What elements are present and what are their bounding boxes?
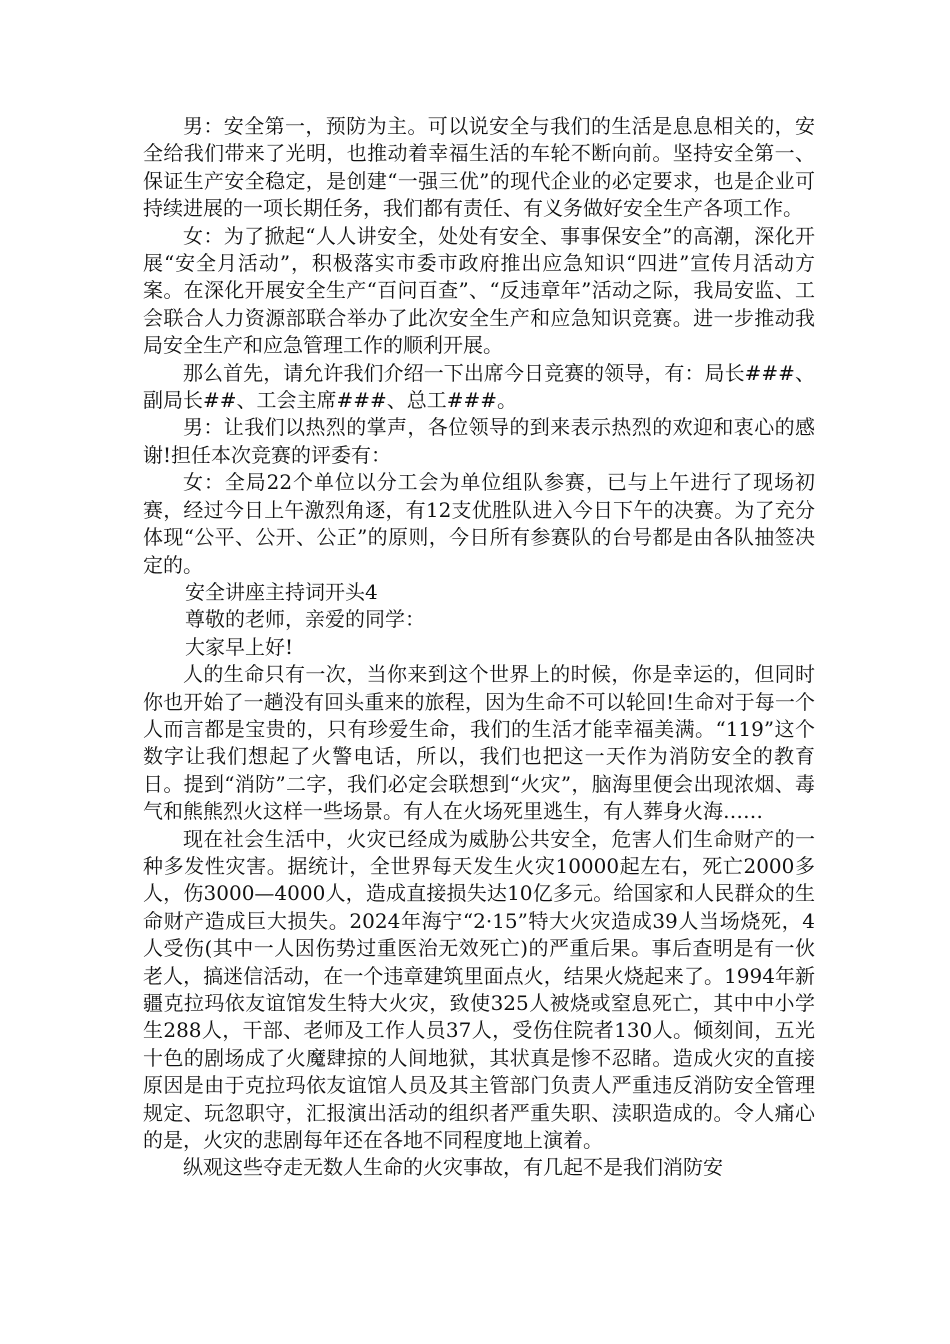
salutation: 尊敬的老师，亲爱的同学： — [185, 607, 425, 632]
paragraph: 女：为了掀起“人人讲安全，处处有安全、事事保安全”的高潮，深化开展“安全月活动”，积极落实市委市政府推出应急知识“四进”宣传月活动方案。在深化开展安全生产“百问百查”、“反违章年”活动之际，我局安监、工会联合人力资源部联合举办了此次安全生产和应急知识竞赛。进一步推动我局安全生产和应急管理工作的顺利开展。 — [143, 223, 815, 358]
section-heading: 安全讲座主持词开头4 — [185, 579, 378, 604]
paragraph: 女：全局22个单位以分工会为单位组队参赛，已与上午进行了现场初赛，经过今日上午激烈角逐，有12支优胜队进入今日下午的决赛。为了充分体现“公平、公开、公正”的原则，今日所有参赛队的台号都是由各队抽签决定的。 — [143, 470, 815, 577]
paragraph: 男：让我们以热烈的掌声，各位领导的到来表示热烈的欢迎和衷心的感谢!担任本次竞赛的评委有： — [143, 415, 815, 467]
document-body — [143, 113, 815, 1182]
paragraph: 那么首先，请允许我们介绍一下出席今日竞赛的领导，有：局长###、副局长##、工会主席###、总工###。 — [143, 360, 815, 413]
paragraph: 纵观这些夺走无数人生命的火灾事故，有几起不是我们消防安 — [183, 1155, 723, 1180]
paragraph: 男：安全第一，预防为主。可以说安全与我们的生活是息息相关的，安全给我们带来了光明，也推动着幸福生活的车轮不断向前。坚持安全第一、保证生产安全稳定，是创建“一强三优”的现代企业的必定要求，也是企业可持续进展的一项长期任务，我们都有责任、有义务做好安全生产各项工作。 — [143, 114, 815, 221]
paragraph: 现在社会生活中，火灾已经成为威胁公共安全，危害人们生命财产的一种多发性灾害。据统计，全世界每天发生火灾10000起左右，死亡2000多人，伤3000—4000人，造成直接损失达10亿多元。给国家和人民群众的生命财产造成巨大损失。2024年海宁“2·15”特大火灾造成39人当场烧死，4人受伤(其中一人因伤势过重医治无效死亡)的严重后果。事后查明是有一伙老人，搞迷信活动，在一个违章建筑里面点火，结果火烧起来了。1994年新疆克拉玛依友谊馆发生特大火灾，致使325人被烧或窒息死亡，其中中小学生288人，干部、老师及工作人员37人，受伤住院者130人。倾刻间，五光十色的剧场成了火魔肆掠的人间地狱，其状真是惨不忍睹。造成火灾的直接原因是由于克拉玛依友谊馆人员及其主管部门负责人严重违反消防安全管理规定、玩忽职守，汇报演出活动的组织者严重失职、渎职造成的。令人痛心的是，火灾的悲剧每年还在各地不同程度地上演着。 — [143, 826, 815, 1153]
paragraph: 人的生命只有一次，当你来到这个世界上的时候，你是幸运的，但同时你也开始了一趟没有回头重来的旅程，因为生命不可以轮回!生命对于每一个人而言都是宝贵的，只有珍爱生命，我们的生活才能幸福美满。“119”这个数字让我们想起了火警电话，所以，我们也把这一天作为消防安全的教育日。提到“消防”二字，我们必定会联想到“火灾”，脑海里便会出现浓烟、毒气和熊熊烈火这样一些场景。有人在火场死里逃生，有人葬身火海…… — [143, 662, 815, 824]
greeting: 大家早上好! — [185, 634, 294, 659]
